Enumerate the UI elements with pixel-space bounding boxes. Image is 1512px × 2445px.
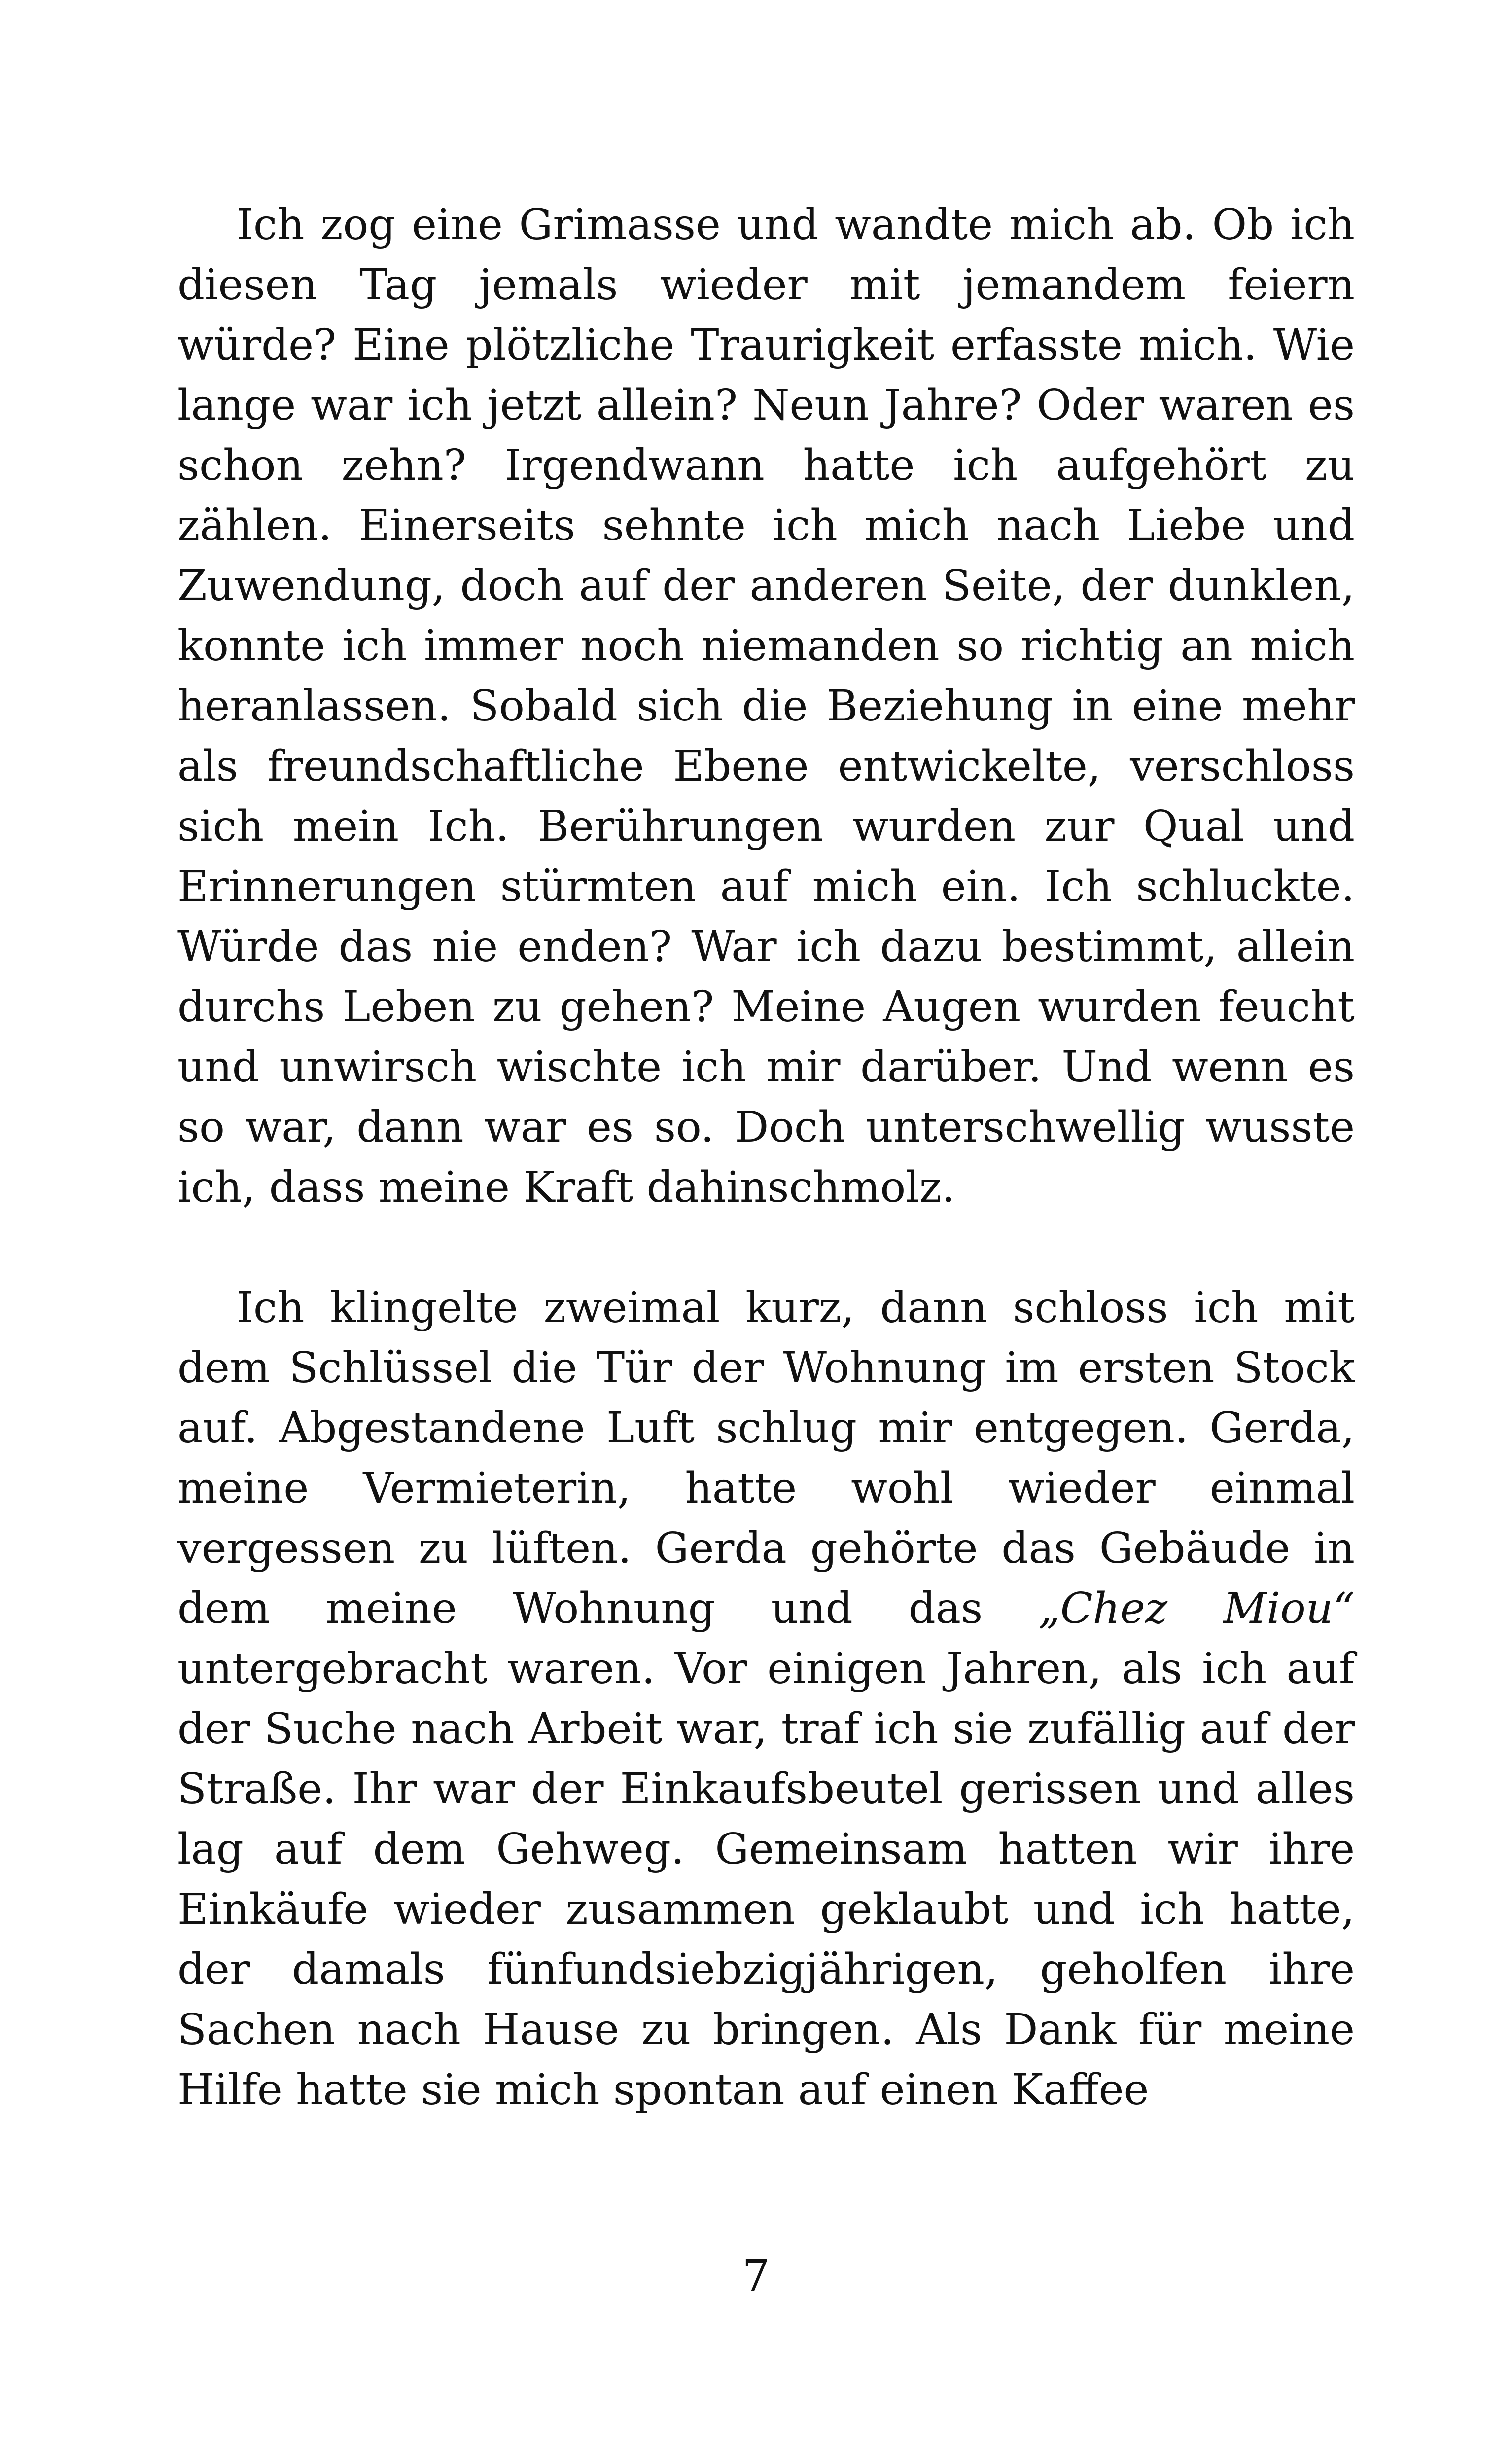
paragraph-2 [177, 1278, 1355, 2120]
cafe-name-italic: „Chez Miou“ [1038, 1584, 1355, 1633]
body-text [177, 195, 1355, 2120]
paragraph-2-part-2: untergebracht waren. Vor einigen Jahren, als ich auf der Suche nach Arbeit war, traf ich sie zufällig auf der Straße. Ihr war der Einkaufsbeutel gerissen und alles lag auf dem Gehweg. Gemeinsam hatten wir ihre Einkäufe wieder zusammen geklaubt und ich hatte, der damals fünfundsiebzigjährigen, geholfen ihre Sachen nach Hause zu bringen. Als Dank für meine Hilfe hatte sie mich spontan auf einen Kaffee [177, 1644, 1355, 2115]
paragraph-2-part-1: Ich klingelte zweimal kurz, dann schloss ich mit dem Schlüssel die Tür der Wohnung im ersten Stock auf. Abgestandene Luft schlug mir entgegen. Gerda, meine Vermieterin, hatte wohl wieder einmal vergessen zu lüften. Gerda gehörte das Gebäude in dem meine Wohnung und das [177, 1283, 1355, 1633]
page-number: 7 [742, 2250, 770, 2301]
paragraph-1: Ich zog eine Grimasse und wandte mich ab. Ob ich diesen Tag jemals wieder mit jemandem feiern würde? Eine plötzliche Traurigkeit erfasste mich. Wie lange war ich jetzt allein? Neun Jahre? Oder waren es schon zehn? Irgendwann hatte ich aufgehört zu zählen. Einerseits sehnte ich mich nach Liebe und Zuwendung, doch auf der anderen Seite, der dunklen, konnte ich immer noch niemanden so richtig an mich heranlassen. Sobald sich die Beziehung in eine mehr als freundschaftliche Ebene entwickelte, verschloss sich mein Ich. Berührungen wurden zur Qual und Erinnerungen stürmten auf mich ein. Ich schluckte. Würde das nie enden? War ich dazu bestimmt, allein durchs Leben zu gehen? Meine Augen wurden feucht und unwirsch wischte ich mir darüber. Und wenn es so war, dann war es so. Doch unterschwellig wusste ich, dass meine Kraft dahinschmolz. [177, 200, 1355, 1212]
